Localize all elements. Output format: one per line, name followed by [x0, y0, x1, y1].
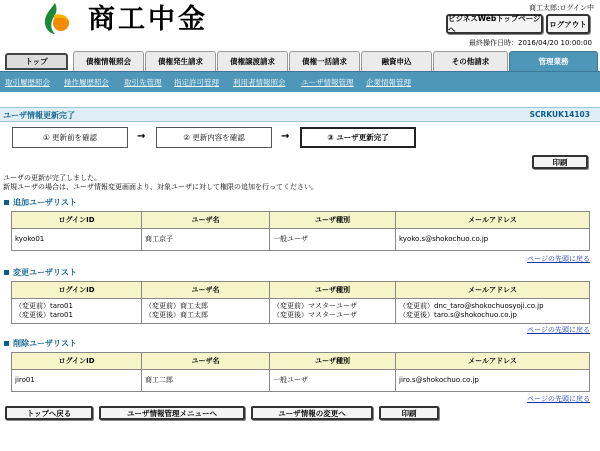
subnav-partner-management[interactable]: 取引先管理: [124, 78, 162, 87]
tab-claim-inquiry[interactable]: 債権情報照会: [73, 51, 144, 71]
shokochukin-logo-icon: [40, 3, 70, 35]
col-user-type: ユーザ種別: [270, 282, 396, 299]
col-email: メールアドレス: [396, 212, 590, 229]
email-cell: （変更前）dnc_taro@shokochuosyoji.co.jp （変更後）taro.s@shokochuo.co.jp: [396, 299, 590, 324]
col-login-id: ログインID: [12, 282, 142, 299]
col-login-id: ログインID: [12, 353, 142, 370]
logo-text: 商工中金: [88, 4, 208, 35]
user-type-cell: 一般ユーザ: [270, 370, 396, 392]
col-user-name: ユーザ名: [142, 212, 270, 229]
step-confirm-changes: ② 更新内容を確認: [156, 127, 272, 148]
subnav-company-info-management[interactable]: 企業情報管理: [366, 78, 411, 87]
tab-claim-transfer[interactable]: 債権譲渡請求: [217, 51, 288, 71]
table-header-row: [12, 212, 590, 229]
table-row: [12, 299, 590, 324]
login-id-cell: kyoko01: [12, 229, 142, 251]
user-name-cell: （変更前）商工太郎 （変更後）商工太郎: [142, 299, 270, 324]
step-update-complete: ③ ユーザ更新完了: [300, 127, 416, 148]
user-name-cell: 商工二郎: [142, 370, 270, 392]
email-cell: jiro.s@shokochuo.co.jp: [396, 370, 590, 392]
table-header-row: [12, 353, 590, 370]
step-arrow-icon: →: [281, 131, 290, 142]
business-web-top-button[interactable]: ビジネスWebトップページへ: [446, 14, 543, 34]
tab-admin[interactable]: 管理業務: [509, 51, 598, 71]
tab-top[interactable]: トップ: [5, 53, 68, 70]
deleted-users-table: [11, 352, 590, 392]
section-bullet-icon: [4, 341, 9, 346]
instruction-message: 新規ユーザの場合は、ユーザ情報変更画面より、対象ユーザに対して権限の追加を行ってください。: [3, 183, 318, 191]
main-tabs: [2, 51, 598, 71]
print-bottom-button[interactable]: 印刷: [379, 406, 439, 420]
table-row: [12, 229, 590, 251]
user-status: 商工太郎:ログイン中: [528, 4, 594, 12]
changed-users-table: [11, 281, 590, 324]
screen-id: SCRKUK14103: [529, 110, 590, 119]
page-title: ユーザ情報更新完了: [3, 111, 75, 120]
user-info-change-button[interactable]: ユーザ情報の変更へ: [251, 406, 373, 420]
col-user-name: ユーザ名: [142, 282, 270, 299]
col-email: メールアドレス: [396, 353, 590, 370]
subnav-user-info-management[interactable]: ユーザ情報管理: [301, 78, 354, 87]
col-user-type: ユーザ種別: [270, 212, 396, 229]
login-id-cell: （変更前）taro01 （変更後）taro01: [12, 299, 142, 324]
user-type-cell: （変更前）マスターユーザ （変更後）マスターユーザ: [270, 299, 396, 324]
back-to-top-button[interactable]: トップへ戻る: [5, 406, 93, 420]
tab-loan-application[interactable]: 融資申込: [361, 51, 432, 71]
added-users-heading: 追加ユーザリスト: [4, 197, 77, 208]
subnav-transaction-history[interactable]: 取引履歴照会: [5, 78, 50, 87]
subnav-operation-history[interactable]: 操作履歴照会: [64, 78, 109, 87]
login-id-cell: jiro01: [12, 370, 142, 392]
print-button[interactable]: 印刷: [532, 155, 588, 169]
user-type-cell: 一般ユーザ: [270, 229, 396, 251]
back-to-top-link[interactable]: ページの先頭に戻る: [527, 326, 590, 334]
col-user-name: ユーザ名: [142, 353, 270, 370]
deleted-users-heading: 削除ユーザリスト: [4, 338, 77, 349]
back-to-top-link[interactable]: ページの先頭に戻る: [527, 255, 590, 263]
step-confirm-before: ① 更新前を確認: [12, 127, 128, 148]
changed-users-heading: 変更ユーザリスト: [4, 267, 77, 278]
col-email: メールアドレス: [396, 282, 590, 299]
section-bullet-icon: [4, 270, 9, 275]
col-login-id: ログインID: [12, 212, 142, 229]
user-management-menu-button[interactable]: ユーザ情報管理メニューへ: [99, 406, 245, 420]
user-name-cell: 商工京子: [142, 229, 270, 251]
tab-bulk-claim[interactable]: 債権一括請求: [289, 51, 360, 71]
title-bar: [0, 107, 600, 122]
last-operation-time: 最終操作日時：2016/04/20 10:00:00: [468, 39, 592, 47]
step-arrow-icon: →: [137, 131, 146, 142]
sub-navigation: [0, 71, 600, 92]
logout-button[interactable]: ログアウト: [546, 14, 590, 34]
tab-claim-issue[interactable]: 債権発生請求: [145, 51, 216, 71]
table-row: [12, 370, 590, 392]
tab-other-requests[interactable]: その他請求: [433, 51, 508, 71]
subnav-permission-management[interactable]: 指定許可管理: [174, 78, 219, 87]
complete-message: ユーザの更新が完了しました。: [3, 174, 101, 182]
col-user-type: ユーザ種別: [270, 353, 396, 370]
section-bullet-icon: [4, 200, 9, 205]
back-to-top-link[interactable]: ページの先頭に戻る: [527, 395, 590, 403]
email-cell: kyoko.s@shokochuo.co.jp: [396, 229, 590, 251]
added-users-table: [11, 211, 590, 251]
table-header-row: [12, 282, 590, 299]
subnav-user-info-inquiry[interactable]: 利用者情報照会: [233, 78, 286, 87]
